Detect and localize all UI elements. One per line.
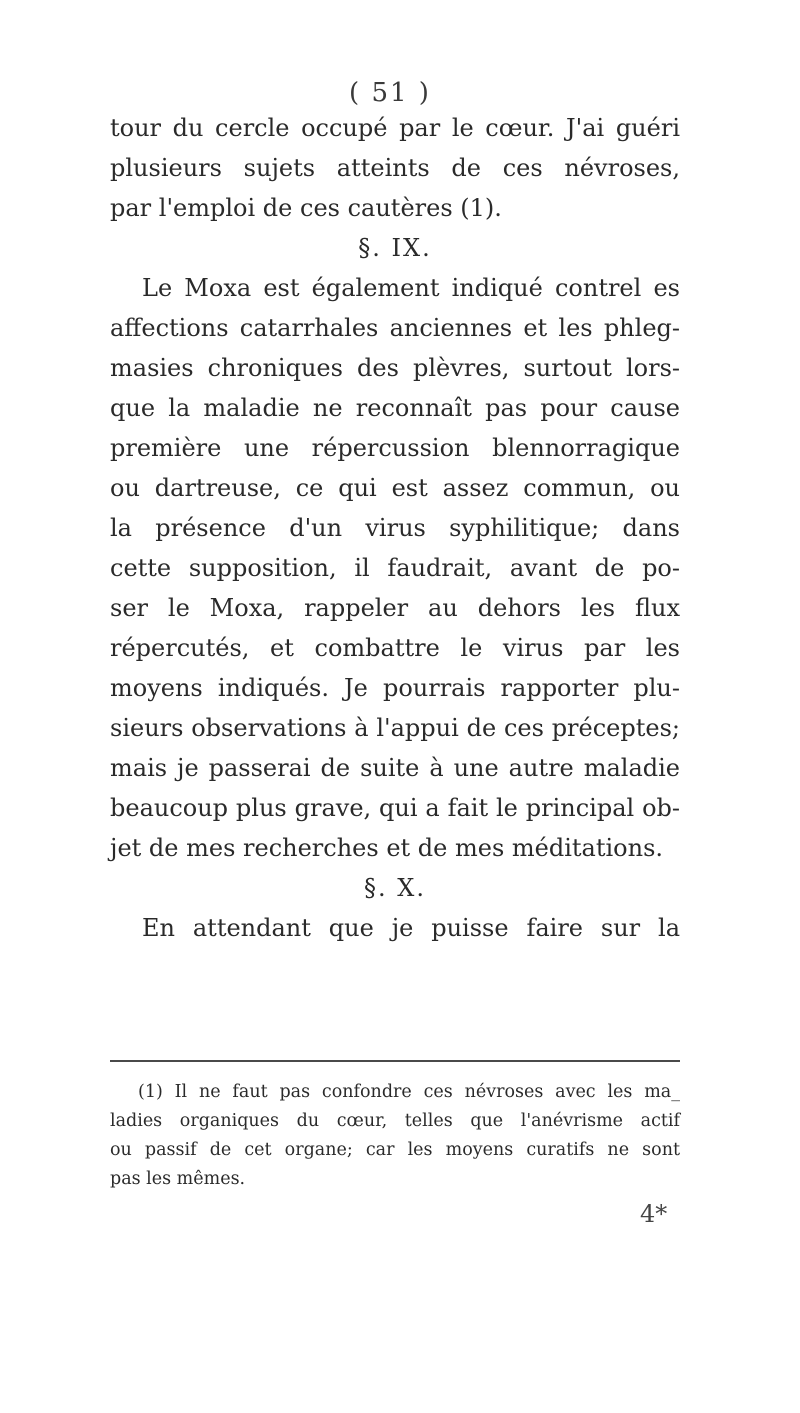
signature-mark: 4* [640,1200,668,1228]
page-number: ( 51 ) [349,78,431,108]
footnote-line: ou passif de cet organe; car les moyens curatifs ne sont [110,1140,680,1160]
text-line: première une répercussion blennorragique [110,434,680,462]
text-line: moyens indiqués. Je pourrais rapporter plu- [110,674,680,702]
footnote-divider [110,1060,680,1062]
text-line: répercutés, et combattre le virus par les [110,634,680,662]
text-line: plusieurs sujets atteints de ces névroses, [110,154,680,182]
text-line: beaucoup plus grave, qui a fait le principal ob- [110,794,680,822]
text-line: masies chroniques des plèvres, surtout lors- [110,354,680,382]
section-heading-ix: §. IX. [358,234,432,262]
text-line: Le Moxa est également indiqué contrel es [142,274,680,302]
text-line: ser le Moxa, rappeler au dehors les flux [110,594,680,622]
text-line: cette supposition, il faudrait, avant de po- [110,554,680,582]
footnote-line: (1) Il ne faut pas confondre ces névroses avec les ma_ [138,1082,680,1102]
text-line: tour du cercle occupé par le cœur. J'ai guéri [110,114,680,142]
footnote-line: pas les mêmes. [110,1169,246,1189]
text-line: par l'emploi de ces cautères (1). [110,194,502,222]
main-text [110,108,680,948]
footnote [110,1078,680,1194]
text-line: que la maladie ne reconnaît pas pour cause [110,394,680,422]
section-heading-x: §. X. [364,874,426,902]
text-line: En attendant que je puisse faire sur la [142,914,680,942]
text-line: la présence d'un virus syphilitique; dans [110,514,680,542]
text-line: ou dartreuse, ce qui est assez commun, ou [110,474,680,502]
text-line: sieurs observations à l'appui de ces préceptes; [110,714,680,742]
footnote-line: ladies organiques du cœur, telles que l'anévrisme actif [110,1111,680,1131]
text-line: jet de mes recherches et de mes méditations. [110,834,664,862]
text-line: mais je passerai de suite à une autre maladie [110,754,680,782]
text-line: affections catarrhales anciennes et les phleg- [110,314,680,342]
